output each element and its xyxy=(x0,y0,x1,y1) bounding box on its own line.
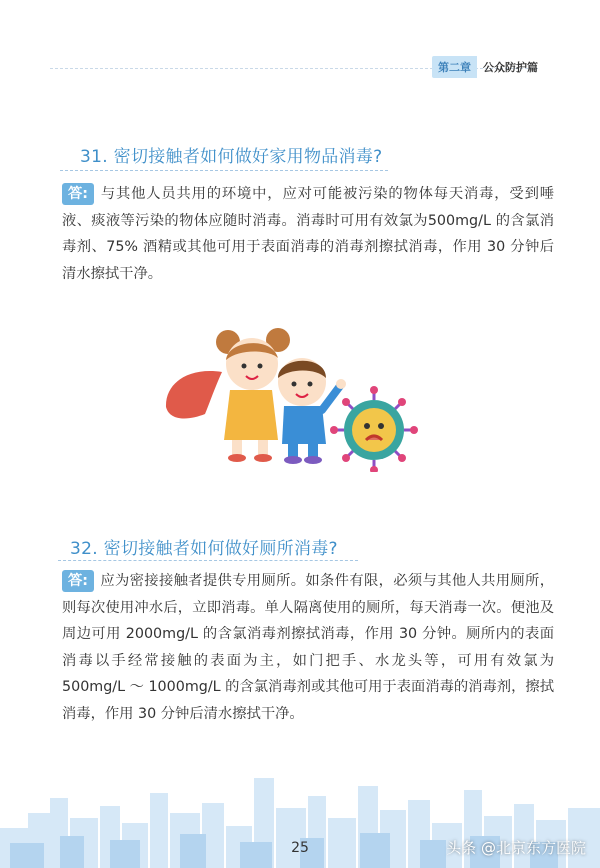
chapter-label: 第二章 xyxy=(432,56,477,78)
chapter-badge xyxy=(432,56,538,78)
section-title: 公众防护篇 xyxy=(483,61,538,74)
question-31-underline xyxy=(60,170,388,171)
page-number: 25 xyxy=(291,840,309,856)
question-31-title: 31. 密切接触者如何做好家用物品消毒? xyxy=(80,147,383,167)
answer-tag: 答: xyxy=(62,570,94,592)
question-32-title: 32. 密切接触者如何做好厕所消毒? xyxy=(70,539,338,559)
answer-32 xyxy=(62,568,554,727)
answer-31-text: 与其他人员共用的环境中，应对可能被污染的物体每天消毒，受到唾液、痰液等污染的物体应随时消毒。消毒时可用有效氯为500mg/L 的含氯消毒剂、75% 酒精或其他可用于表面消毒的消毒剂擦拭消毒，作用 30 分钟后清水擦拭干净。 xyxy=(62,186,554,282)
watermark: 头条 @北京东方医院 xyxy=(446,839,586,857)
question-32-underline xyxy=(58,560,358,561)
children-virus-illustration xyxy=(160,322,420,472)
answer-31 xyxy=(62,181,554,287)
answer-tag: 答: xyxy=(62,183,94,205)
answer-32-text: 应为密接接触者提供专用厕所。如条件有限，必须与其他人共用厕所，则每次使用冲水后，立即消毒。单人隔离使用的厕所，每天消毒一次。便池及周边可用 2000mg/L 的含氯消毒剂擦拭消毒，作用 30 分钟。厕所内的表面消毒以手经常接触的表面为主，如门把手、水龙头等，可用有效氯为 500mg/L ～ 1000mg/L 的含氯消毒剂或其他可用于表面消毒的消毒剂，擦拭消毒，作用 30 分钟后清水擦拭干净。 xyxy=(62,573,554,722)
